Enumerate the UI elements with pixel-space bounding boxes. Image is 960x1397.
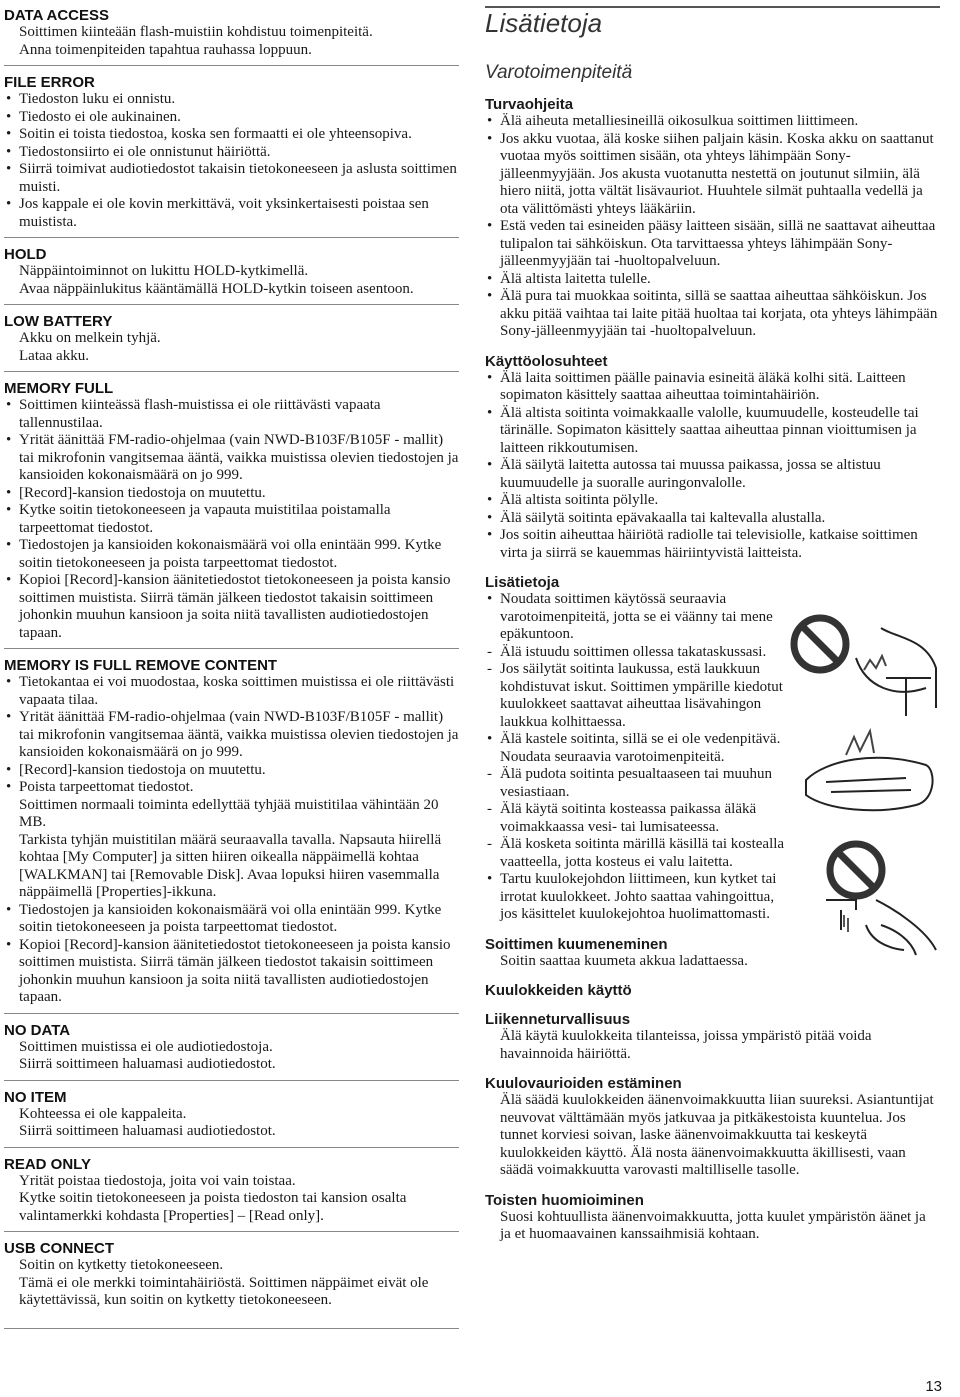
bullet-item: • Älä laita soittimen päälle painavia esineitä äläkä kolhi sitä. Laitteen sopimaton käsittely saattaa aiheuttaa toimintahäiriön. xyxy=(485,370,940,405)
section-7 xyxy=(4,1089,459,1141)
bullet-item: • Soitin ei toista tiedostoa, koska sen formaatti ei ole yhteensopiva. xyxy=(4,126,459,144)
section-title: Toisten huomioiminen xyxy=(485,1191,644,1209)
bullet-item: • Siirrä toimivat audiotiedostot takaisin tietokoneeseen ja aslusta soittimen muisti. xyxy=(4,161,459,196)
section-6 xyxy=(4,1022,459,1074)
section-title: MEMORY FULL xyxy=(4,380,114,397)
section-title: Käyttöolosuhteet xyxy=(485,352,608,370)
section-7 xyxy=(485,1192,940,1244)
bottom-rule xyxy=(4,1328,459,1329)
section-heading: Varotoimenpiteitä xyxy=(485,62,633,83)
bullet-item: • Jos akku vuotaa, älä koske siihen paljain käsin. Koska akku on saattanut vuotaa myös soittimen sisään, ota yhteys lähimpään Sony-jälleenmyyjään. Jos akusta vuotanutta nestettä on joutunut silmiin, älä hiero niitä, jotta vältät lisävauriot. Huuhtele silmät puhtaalla vedellä ja ota välittömästi yhteys lääkäriin. xyxy=(485,131,940,219)
bullet-item: • Älä altista soitinta pölylle. xyxy=(485,492,940,510)
paragraph: Kohteessa ei ole kappaleita. xyxy=(19,1105,187,1122)
bullet-item: • Tiedosto ei ole aukinainen. xyxy=(4,109,459,127)
section-title: NO DATA xyxy=(4,1021,71,1039)
paragraph: Lataa akku. xyxy=(19,347,89,364)
section-4 xyxy=(4,380,459,642)
page-number: 13 xyxy=(925,1378,942,1395)
paragraph: Soitin saattaa kuumeta akkua ladattaessa. xyxy=(500,952,748,969)
section-title: LOW BATTERY xyxy=(4,313,113,330)
paragraph: Tarkista tyhjän muistitilan määrä seuraavalla tavalla. Napsauta hiirellä kohtaa [My Computer] ja sitten hiiren oikealla näppäimellä kohtaa [WALKMAN] tai [Removable Disk]. Avaa lopuksi hiiren vasemmalla näppäimellä [Properties]-ikkuna. xyxy=(19,831,442,900)
section-divider xyxy=(4,65,459,66)
paragraph: Soitin on kytketty tietokoneeseen. xyxy=(19,1257,224,1273)
bullet-item: • Älä altista soitinta voimakkaalle valolle, kuumuudelle, kosteudelle tai tärinälle. Sopimaton käsittely saattaa aiheuttaa pinnan vioittumisen ja laitteen rikkoutumisen. xyxy=(485,405,940,458)
left-column xyxy=(4,0,459,1310)
section-title: READ ONLY xyxy=(4,1155,91,1173)
paragraph: Akku on melkein tyhjä. xyxy=(19,330,161,346)
section-9 xyxy=(4,1240,459,1310)
page-title: Lisätietoja xyxy=(485,8,603,38)
bullet-item: • Kopioi [Record]-kansion äänitetiedostot tietokoneeseen ja poista kansio soittimen muistista. Siirrä tämän jälkeen tiedostot takaisin soittimeen johonkin muuhun kansioon ja soita niitä tavallisten audiotiedostojen tapaan. xyxy=(4,937,459,1007)
bullet-item: • Estä veden tai esineiden pääsy laitteen sisään, sillä ne saattavat aiheuttaa tulipalon tai sähköiskun. Ota tarvittaessa yhteys lähimpään Sony-jälleenmyyjään tai -huoltopalveluun. xyxy=(485,218,940,271)
section-divider xyxy=(4,1231,459,1232)
section-title: Kuulovaurioiden estäminen xyxy=(485,1075,682,1092)
section-2 xyxy=(4,246,459,298)
section-title: Turvaohjeita xyxy=(485,96,574,113)
section-divider xyxy=(4,304,459,305)
no-water-icon xyxy=(786,830,946,960)
paragraph: Kytke soitin tietokoneeseen ja poista tiedoston tai kansion osalta valintamerkki kohdasta [Properties] – [Read only]. xyxy=(19,1190,407,1224)
bullet-item: • [Record]-kansion tiedostoja on muutettu. xyxy=(4,485,459,503)
paragraph: Älä säädä kuulokkeiden äänenvoimakkuutta liian suureksi. Asiantuntijat neuvovat välttämään myös jatkuvaa ja pitkäkestoista kuuntelua. Jos tunnet korviesi soivan, laske äänenvoimakkuutta tai keskeytä kuulokkeiden käyttö. Älä nosta äänenvoimakkuutta äkillisesti, vaan säädä voimakkuutta varovasti maltilliselle tasolle. xyxy=(500,1092,934,1178)
section-divider xyxy=(4,371,459,372)
section-divider xyxy=(4,237,459,238)
bullet-item: • Poista tarpeettomat tiedostot. xyxy=(4,779,459,797)
section-title: Kuulokkeiden käyttö xyxy=(485,982,632,999)
bullet-item: • Noudata soittimen käytössä seuraavia varotoimenpiteitä, jotta se ei väänny tai mene epäkuntoon. xyxy=(485,591,785,644)
bullet-item: • Tiedostojen ja kansioiden kokonaismäärä voi olla enintään 999. Kytke soitin tietokoneeseen ja poista tarpeettomat tiedostot. xyxy=(4,537,459,572)
bullet-item: • Yrität äänittää FM-radio-ohjelmaa (vain NWD-B103F/B105F - mallit) tai mikrofonin vangitsemaa ääntä, vaikka muistissa olevien tiedostojen ja kansioiden kokonaismäärä on jo 999. xyxy=(4,432,459,485)
section-divider xyxy=(4,1147,459,1148)
bullet-item: • Jos kappale ei ole kovin merkittävä, voit yksinkertaisesti poistaa sen muistista. xyxy=(4,196,459,231)
bullet-item: • Älä pura tai muokkaa soitinta, sillä se saattaa aiheuttaa sähköiskun. Jos akku pitää vaihtaa tai laite pitää huoltaa tai korjata, ota yhteys lähimpään Sony-jälleenmyyjään tai -huoltopalveluun. xyxy=(485,288,940,341)
section-5 xyxy=(485,1011,940,1063)
dash-item: - Älä kosketa soitinta märillä käsillä tai kostealla vaatteella, jotta kosteus ei valu laitetta. xyxy=(485,836,785,871)
bullet-item: • Tietokantaa ei voi muodostaa, koska soittimen muistissa ei ole riittävästi vapaata tilaa. xyxy=(4,674,459,709)
paragraph: Avaa näppäinlukitus kääntämällä HOLD-kytkin toiseen asentoon. xyxy=(19,280,414,297)
bullet-item: • Älä altista laitetta tulelle. xyxy=(485,271,940,289)
paragraph: Siirrä soittimeen haluamasi audiotiedostot. xyxy=(19,1123,276,1139)
bullet-item: • Tartu kuulokejohdon liittimeen, kun kytket tai irrotat kuulokkeet. Johto saattaa vahingoittua, jos käsittelet kuulokejohtoa huolimattomasti. xyxy=(485,871,785,924)
section-title: USB CONNECT xyxy=(4,1240,115,1257)
bullet-item: • Jos soitin aiheuttaa häiriötä radiolle tai televisiolle, katkaise soittimen virta ja siirrä se kauemmas häiriintyvistä laitteista. xyxy=(485,527,940,562)
bullet-item: • Kytke soitin tietokoneeseen ja vapauta muistitilaa poistamalla tarpeettomat tiedostot. xyxy=(4,502,459,537)
section-0 xyxy=(4,7,459,59)
bullet-item: • Älä aiheuta metalliesineillä oikosulkua soittimen liittimeen. xyxy=(485,113,940,131)
dash-item: - Älä istuudu soittimen ollessa takataskussasi. xyxy=(485,644,785,662)
paragraph: Älä käytä kuulokkeita tilanteissa, joissa ympäristö pitää voida havainnoida häiriöttä. xyxy=(500,1028,872,1062)
bullet-item: • Tiedoston luku ei onnistu. xyxy=(4,91,459,109)
bullet-item: • Soittimen kiinteässä flash-muistissa ei ole riittävästi vapaata tallennustilaa. xyxy=(4,397,459,432)
paragraph: Näppäintoiminnot on lukittu HOLD-kytkimellä. xyxy=(19,263,309,279)
section-4 xyxy=(485,982,940,999)
section-divider xyxy=(4,1013,459,1014)
section-title: Liikenneturvallisuus xyxy=(485,1011,631,1028)
bullet-item: • [Record]-kansion tiedostoja on muutettu. xyxy=(4,762,459,780)
section-1 xyxy=(485,353,940,563)
section-5 xyxy=(4,657,459,1007)
section-divider xyxy=(4,1080,459,1081)
section-title: HOLD xyxy=(4,246,47,263)
section-6 xyxy=(485,1075,940,1180)
section-divider xyxy=(4,648,459,649)
section-title: DATA ACCESS xyxy=(4,7,109,24)
paragraph: Anna toimenpiteiden tapahtua rauhassa loppuun. xyxy=(19,41,312,58)
paragraph: Soittimen normaali toiminta edellyttää tyhjää muistitilaa vähintään 20 MB. xyxy=(19,796,439,830)
section-8 xyxy=(4,1156,459,1226)
section-title: MEMORY IS FULL REMOVE CONTENT xyxy=(4,657,278,674)
section-title: FILE ERROR xyxy=(4,74,95,91)
no-bag-crush-icon xyxy=(786,720,946,830)
bullet-item: • Yrität äänittää FM-radio-ohjelmaa (vain NWD-B103F/B105F - mallit) tai mikrofonin vangitsemaa ääntä, vaikka muistissa olevien tiedostojen ja kansioiden kokonaismäärä on jo 999. xyxy=(4,709,459,762)
section-title: Soittimen kuumeneminen xyxy=(485,935,668,953)
dash-item: - Älä käytä soitinta kosteassa paikassa äläkä voimakkaassa vesi- tai lumisateessa. xyxy=(485,801,785,836)
section-3 xyxy=(4,313,459,365)
no-sitting-icon xyxy=(786,608,946,718)
paragraph: Suosi kohtuullista äänenvoimakkuutta, jotta kuulet ympäristön äänet ja ja et huomaavainen kanssaihmisiä kohtaan. xyxy=(500,1208,926,1242)
paragraph: Tämä ei ole merkki toimintahäiriöstä. Soittimen näppäimet eivät ole käytettävissä, kun soitin on kytketty tietokoneeseen. xyxy=(19,1274,429,1308)
paragraph: Soittimen kiinteään flash-muistiin kohdistuu toimenpiteitä. xyxy=(19,24,373,40)
section-1 xyxy=(4,74,459,231)
bullet-item: • Tiedostonsiirto ei ole onnistunut häiriöttä. xyxy=(4,144,459,162)
section-2 xyxy=(485,574,785,924)
section-0 xyxy=(485,96,940,341)
section-title: Lisätietoja xyxy=(485,574,560,591)
dash-item: - Älä pudota soitinta pesualtaaseen tai muuhun vesiastiaan. xyxy=(485,766,785,801)
bullet-item: • Älä säilytä soitinta epävakaalla tai kaltevalla alustalla. xyxy=(485,510,940,528)
bullet-item: • Tiedostojen ja kansioiden kokonaismäärä voi olla enintään 999. Kytke soitin tietokoneeseen ja poista tarpeettomat tiedostot. xyxy=(4,902,459,937)
section-title: NO ITEM xyxy=(4,1088,67,1106)
bullet-item: • Älä säilytä laitetta autossa tai muussa paikassa, jossa se altistuu kuumuudelle ja suoralle auringonvalolle. xyxy=(485,457,940,492)
paragraph: Soittimen muistissa ei ole audiotiedostoja. xyxy=(19,1038,273,1055)
dash-item: - Jos säilytät soitinta laukussa, estä laukkuun kohdistuvat iskut. Soittimen ympärille kiedotut kuulokkeet saattavat aiheuttaa lisävahingon laukkua kolhittaessa. xyxy=(485,661,785,731)
paragraph: Yrität poistaa tiedostoja, joita voi vain toistaa. xyxy=(19,1172,296,1189)
bullet-item: • Kopioi [Record]-kansion äänitetiedostot tietokoneeseen ja poista kansio soittimen muistista. Siirrä tämän jälkeen tiedostot takaisin soittimeen johonkin muuhun kansioon ja soita niitä tavallisten audiotiedostojen tapaan. xyxy=(4,572,459,642)
bullet-item: • Älä kastele soitinta, sillä se ei ole vedenpitävä. Noudata seuraavia varotoimenpiteitä. xyxy=(485,731,785,766)
paragraph: Siirrä soittimeen haluamasi audiotiedostot. xyxy=(19,1056,276,1072)
